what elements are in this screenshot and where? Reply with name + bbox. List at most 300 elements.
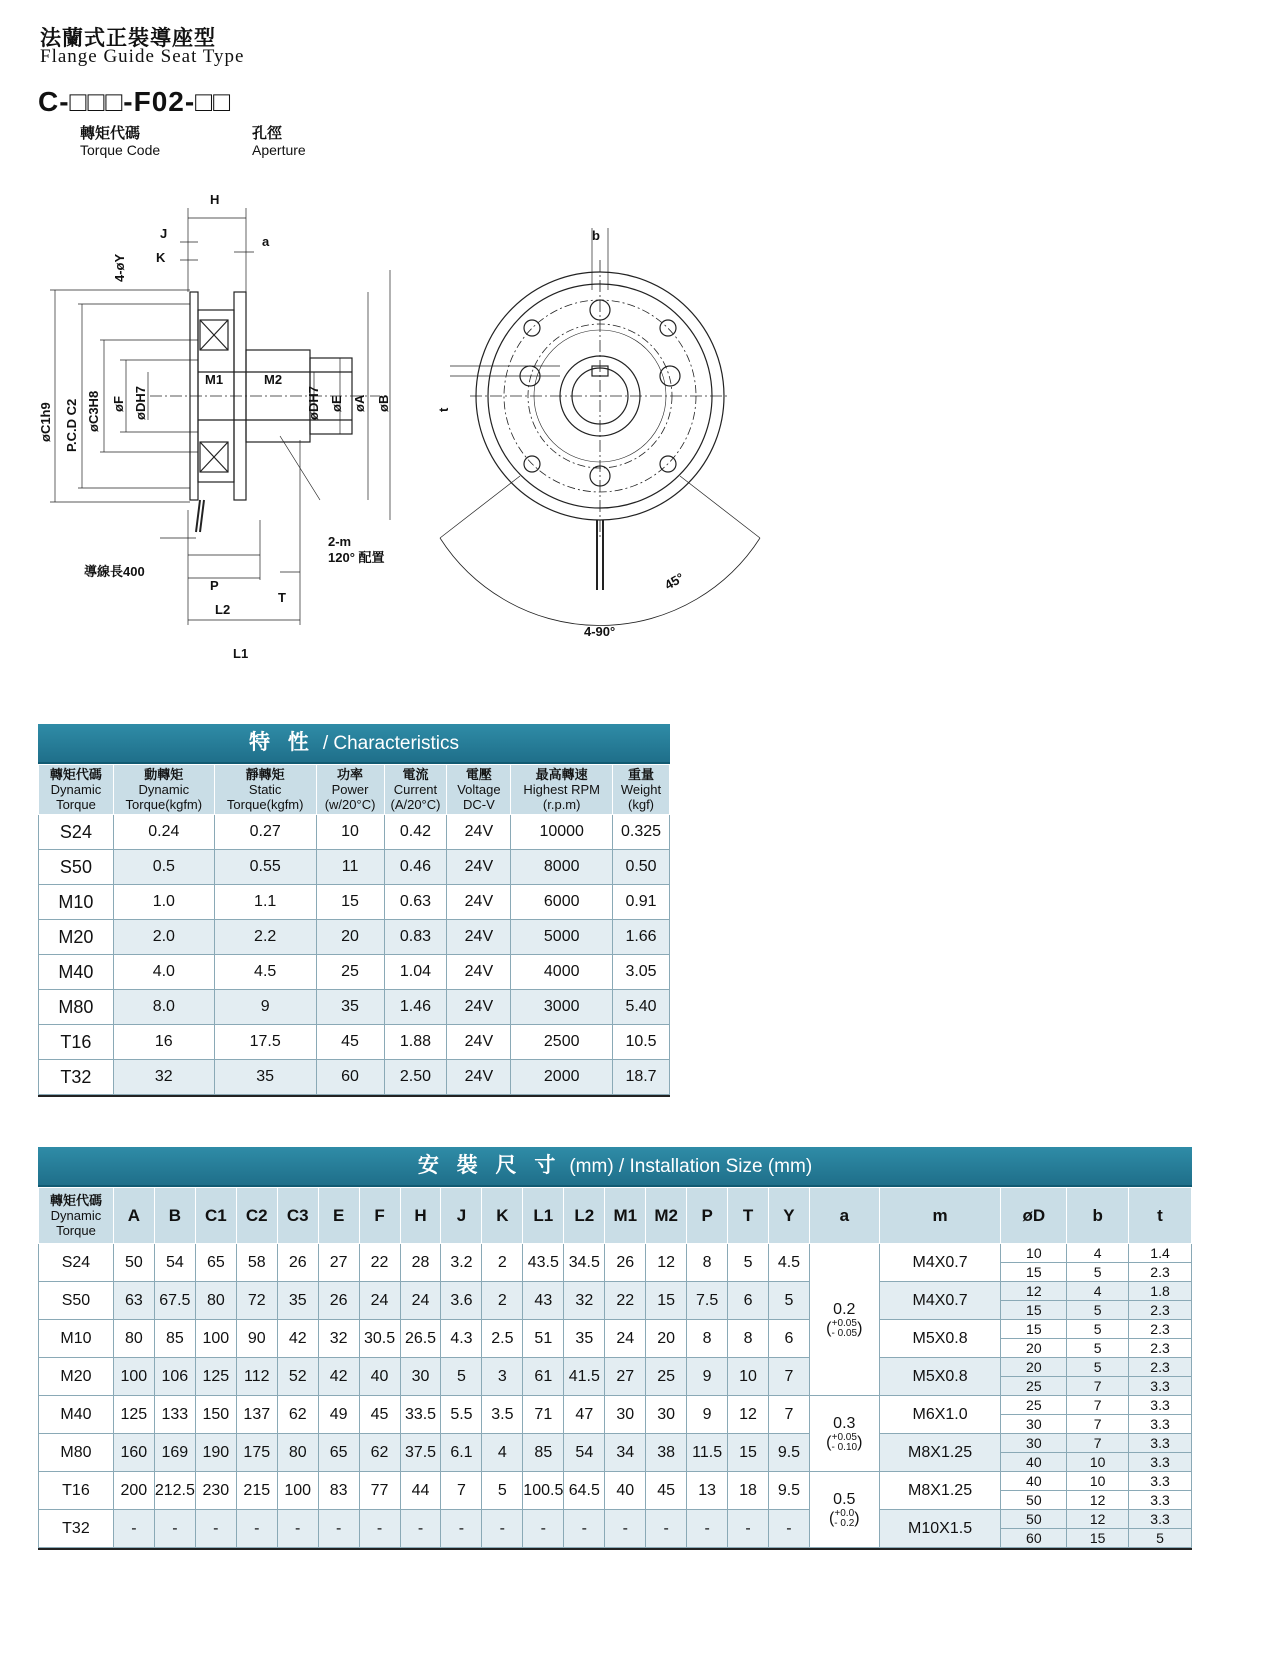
char-cell: 10.5 (613, 1025, 670, 1060)
char-header-zh: 轉矩代碼 (49, 767, 102, 782)
inst-cell: 35 (564, 1320, 605, 1358)
inst-cell: - (482, 1510, 523, 1548)
inst-sub-cell: 4 (1067, 1244, 1129, 1263)
inst-sub-cell: 5 (1067, 1320, 1129, 1339)
inst-cell: 85 (523, 1434, 564, 1472)
inst-cell: - (523, 1510, 564, 1548)
inst-cell: 30 (605, 1396, 646, 1434)
inst-header-col: M1 (605, 1188, 646, 1244)
inst-sub-cell: 15 (1001, 1263, 1067, 1282)
inst-cell: 61 (523, 1358, 564, 1396)
char-header-1 (113, 765, 214, 815)
inst-sub-cell: 25 (1001, 1377, 1067, 1396)
char-header-zh: 重量 (628, 767, 655, 782)
label-f: øF (111, 396, 126, 412)
inst-cell: - (687, 1510, 728, 1548)
inst-cell: 45 (359, 1396, 400, 1434)
inst-cell: 30.5 (359, 1320, 400, 1358)
inst-cell: 160 (113, 1434, 154, 1472)
inst-cell: 2.5 (482, 1320, 523, 1358)
inst-row (39, 1396, 1192, 1415)
label-m1: M1 (205, 372, 224, 387)
inst-sub-cell: 15 (1001, 1320, 1067, 1339)
inst-cell: - (318, 1510, 359, 1548)
inst-code-cell: S24 (39, 1244, 114, 1282)
char-row (39, 815, 670, 850)
char-header-zh: 功率 (337, 767, 364, 782)
inst-sub-cell: 15 (1067, 1529, 1129, 1548)
label-b: b (592, 228, 600, 243)
inst-sub-cell: 2.3 (1129, 1301, 1192, 1320)
inst-cell: 6 (768, 1320, 809, 1358)
aperture-zh: 孔徑 (252, 125, 283, 142)
technical-drawing (0, 180, 800, 670)
inst-header-col: øD (1001, 1188, 1067, 1244)
inst-cell: 133 (154, 1396, 195, 1434)
inst-header-col: t (1129, 1188, 1192, 1244)
inst-cell: 4 (482, 1434, 523, 1472)
inst-cell: 2 (482, 1244, 523, 1282)
inst-cell: 44 (400, 1472, 441, 1510)
inst-m-cell: M8X1.25 (879, 1434, 1001, 1472)
char-cell: 24V (447, 850, 511, 885)
char-cell: 24V (447, 955, 511, 990)
torque-code-label (80, 126, 160, 158)
inst-sub-cell: 2.3 (1129, 1339, 1192, 1358)
inst-cell: 26 (277, 1244, 318, 1282)
inst-cell: 71 (523, 1396, 564, 1434)
inst-cell: 27 (318, 1244, 359, 1282)
inst-cell: 2 (482, 1282, 523, 1320)
char-cell: 1.0 (113, 885, 214, 920)
inst-cell: 137 (236, 1396, 277, 1434)
inst-cell: 34 (605, 1434, 646, 1472)
char-code-cell: T32 (39, 1060, 114, 1095)
installation-table (38, 1147, 1192, 1550)
installation-title-en: (mm) / Installation Size (mm) (569, 1156, 813, 1177)
inst-cell: 83 (318, 1472, 359, 1510)
char-cell: 35 (214, 1060, 316, 1095)
char-cell: 0.5 (113, 850, 214, 885)
inst-cell: 90 (236, 1320, 277, 1358)
aperture-label (252, 126, 306, 158)
inst-sub-cell: 25 (1001, 1396, 1067, 1415)
inst-cell: 40 (605, 1472, 646, 1510)
inst-cell: - (236, 1510, 277, 1548)
char-code-cell: M40 (39, 955, 114, 990)
char-cell: 24V (447, 920, 511, 955)
char-cell: 35 (316, 990, 384, 1025)
inst-a-tol-plus: +0.05 (831, 1317, 857, 1329)
char-header-en1: Current (393, 782, 438, 797)
inst-cell: 42 (318, 1358, 359, 1396)
char-header-en1: Highest RPM (523, 782, 600, 797)
inst-sub-cell: 3.3 (1129, 1396, 1192, 1415)
inst-cell: 25 (646, 1358, 687, 1396)
char-cell: 2.0 (113, 920, 214, 955)
inst-header-code-zh: 轉矩代碼 (49, 1193, 102, 1208)
char-cell: 0.27 (214, 815, 316, 850)
inst-cell: 72 (236, 1282, 277, 1320)
inst-a-tol-plus: +0.0 (834, 1507, 855, 1519)
inst-cell: 63 (113, 1282, 154, 1320)
inst-cell: 26 (605, 1244, 646, 1282)
char-header-zh: 最高轉速 (535, 767, 588, 782)
char-cell: 0.55 (214, 850, 316, 885)
label-a: a (262, 234, 270, 249)
inst-cell: 100 (113, 1358, 154, 1396)
inst-sub-cell: 50 (1001, 1510, 1067, 1529)
char-cell: 1.04 (384, 955, 447, 990)
inst-cell: 5 (441, 1358, 482, 1396)
char-code-cell: M10 (39, 885, 114, 920)
inst-cell: 54 (154, 1244, 195, 1282)
inst-cell: 200 (113, 1472, 154, 1510)
inst-header-col: F (359, 1188, 400, 1244)
char-cell: 5.40 (613, 990, 670, 1025)
char-header-3 (316, 765, 384, 815)
label-m-note: 120° 配置 (328, 550, 385, 565)
inst-cell: 13 (687, 1472, 728, 1510)
inst-cell: 58 (236, 1244, 277, 1282)
inst-cell: 32 (564, 1282, 605, 1320)
char-cell: 25 (316, 955, 384, 990)
model-code: C-□□□-F02-□□ (38, 86, 232, 117)
torque-code-zh: 轉矩代碼 (80, 125, 141, 142)
inst-cell: 49 (318, 1396, 359, 1434)
inst-cell: 190 (195, 1434, 236, 1472)
inst-a-value: 0.3 (833, 1414, 856, 1432)
inst-cell: 24 (359, 1282, 400, 1320)
label-c3: øC3H8 (86, 390, 101, 432)
inst-row (39, 1510, 1192, 1529)
char-cell: 24V (447, 990, 511, 1025)
char-header-zh: 靜轉矩 (245, 767, 285, 782)
inst-a-value: 0.2 (833, 1300, 856, 1318)
inst-row (39, 1472, 1192, 1491)
inst-header-code-en1: Dynamic (50, 1208, 102, 1223)
inst-cell: 67.5 (154, 1282, 195, 1320)
label-e: øE (329, 395, 344, 412)
title-zh: 法蘭式正裝導座型 (40, 27, 216, 50)
inst-cell: 45 (646, 1472, 687, 1510)
char-cell: 24V (447, 1060, 511, 1095)
inst-sub-cell: 60 (1001, 1529, 1067, 1548)
inst-m-cell: M5X0.8 (879, 1358, 1001, 1396)
characteristics-title-en: / Characteristics (322, 733, 460, 754)
inst-cell: 80 (277, 1434, 318, 1472)
label-m2: M2 (264, 372, 283, 387)
inst-cell: 43.5 (523, 1244, 564, 1282)
char-header-zh: 電壓 (465, 767, 492, 782)
inst-code-cell: M10 (39, 1320, 114, 1358)
characteristics-title-zh: 特 性 (248, 731, 315, 754)
inst-sub-cell: 30 (1001, 1415, 1067, 1434)
inst-header-col: C1 (195, 1188, 236, 1244)
char-header-en2: (w/20°C) (324, 797, 376, 812)
label-dh7a: øDH7 (133, 386, 148, 420)
char-cell: 2.2 (214, 920, 316, 955)
inst-sub-cell: 40 (1001, 1453, 1067, 1472)
label-y: 4-øY (112, 253, 127, 282)
inst-cell: 175 (236, 1434, 277, 1472)
inst-sub-cell: 7 (1067, 1377, 1129, 1396)
inst-cell: 7 (441, 1472, 482, 1510)
inst-header-col: M2 (646, 1188, 687, 1244)
inst-sub-cell: 3.3 (1129, 1510, 1192, 1529)
label-l2: L2 (215, 602, 231, 617)
inst-header-code-en2: Torque (56, 1223, 96, 1238)
inst-cell: 34.5 (564, 1244, 605, 1282)
char-cell: 0.63 (384, 885, 447, 920)
label-m: 2-m (328, 534, 352, 549)
inst-cell: 9 (687, 1396, 728, 1434)
installation-title-zh: 安 裝 尺 寸 (417, 1154, 562, 1177)
inst-code-cell: T32 (39, 1510, 114, 1548)
inst-cell: 47 (564, 1396, 605, 1434)
inst-a-tol-stack (832, 1433, 858, 1453)
char-header-en2: (r.p.m) (542, 797, 581, 812)
inst-cell: 106 (154, 1358, 195, 1396)
inst-a-cell (809, 1396, 879, 1472)
inst-row (39, 1320, 1192, 1339)
label-k: K (156, 250, 166, 265)
label-a-dia: øA (352, 394, 367, 412)
inst-m-cell: M4X0.7 (879, 1244, 1001, 1282)
label-pcd: P.C.D C2 (64, 398, 79, 452)
char-cell: 3.05 (613, 955, 670, 990)
label-t-key: t (436, 407, 451, 412)
inst-header-col: b (1067, 1188, 1129, 1244)
inst-sub-cell: 15 (1001, 1301, 1067, 1320)
inst-a-tol-minus: - 0.2 (834, 1517, 855, 1529)
inst-a-cell (809, 1472, 879, 1548)
inst-header-col: Y (768, 1188, 809, 1244)
inst-cell: - (646, 1510, 687, 1548)
inst-cell: 8 (728, 1320, 769, 1358)
char-cell: 1.46 (384, 990, 447, 1025)
char-cell: 6000 (511, 885, 613, 920)
char-cell: 2000 (511, 1060, 613, 1095)
inst-cell: 100 (277, 1472, 318, 1510)
inst-cell: 80 (195, 1282, 236, 1320)
inst-cell: 32 (318, 1320, 359, 1358)
inst-sub-cell: 3.3 (1129, 1472, 1192, 1491)
inst-cell: 12 (646, 1244, 687, 1282)
char-code-cell: T16 (39, 1025, 114, 1060)
inst-header-col: P (687, 1188, 728, 1244)
inst-row (39, 1434, 1192, 1453)
inst-cell: 50 (113, 1244, 154, 1282)
char-cell: 0.46 (384, 850, 447, 885)
label-90deg: 4-90° (584, 624, 616, 639)
char-row (39, 1060, 670, 1095)
char-row (39, 920, 670, 955)
char-header-7 (613, 765, 670, 815)
inst-cell: 20 (646, 1320, 687, 1358)
inst-cell: 26 (318, 1282, 359, 1320)
label-p: P (210, 578, 219, 593)
inst-sub-cell: 10 (1067, 1472, 1129, 1491)
inst-cell: 169 (154, 1434, 195, 1472)
inst-cell: 100 (195, 1320, 236, 1358)
inst-m-cell: M10X1.5 (879, 1510, 1001, 1548)
inst-cell: 12 (728, 1396, 769, 1434)
inst-sub-cell: 10 (1001, 1244, 1067, 1263)
inst-header-col: H (400, 1188, 441, 1244)
char-cell: 2500 (511, 1025, 613, 1060)
inst-cell: 230 (195, 1472, 236, 1510)
inst-cell: - (154, 1510, 195, 1548)
inst-header-col: A (113, 1188, 154, 1244)
inst-cell: 30 (400, 1358, 441, 1396)
inst-cell: 41.5 (564, 1358, 605, 1396)
inst-header-col: K (482, 1188, 523, 1244)
inst-a-tol-stack (834, 1509, 854, 1529)
inst-cell: 42 (277, 1320, 318, 1358)
inst-sub-cell: 7 (1067, 1415, 1129, 1434)
inst-cell: - (113, 1510, 154, 1548)
char-header-zh: 動轉矩 (144, 767, 184, 782)
inst-cell: - (564, 1510, 605, 1548)
inst-sub-cell: 10 (1067, 1453, 1129, 1472)
char-header-0 (39, 765, 114, 815)
inst-header-code (39, 1188, 114, 1244)
inst-cell: 35 (277, 1282, 318, 1320)
inst-cell: 77 (359, 1472, 400, 1510)
inst-sub-cell: 5 (1067, 1301, 1129, 1320)
characteristics-title (38, 724, 670, 764)
inst-cell: 125 (195, 1358, 236, 1396)
char-cell: 45 (316, 1025, 384, 1060)
char-row (39, 990, 670, 1025)
char-row (39, 955, 670, 990)
inst-cell: - (441, 1510, 482, 1548)
inst-header-col: a (809, 1188, 879, 1244)
char-row (39, 885, 670, 920)
inst-cell: 125 (113, 1396, 154, 1434)
inst-cell: 7.5 (687, 1282, 728, 1320)
inst-cell: 8 (687, 1244, 728, 1282)
inst-a-tol: ( +0.05 - 0.05 ) (826, 1317, 863, 1339)
char-header-4 (384, 765, 447, 815)
inst-cell: 6.1 (441, 1434, 482, 1472)
char-cell: 4.0 (113, 955, 214, 990)
inst-header-col: L1 (523, 1188, 564, 1244)
torque-code-en: Torque Code (80, 142, 161, 158)
inst-cell: 15 (646, 1282, 687, 1320)
inst-cell: - (400, 1510, 441, 1548)
inst-cell: 100.5 (523, 1472, 564, 1510)
inst-cell: 150 (195, 1396, 236, 1434)
char-header-en2: Torque(kgfm) (125, 797, 203, 812)
char-cell: 15 (316, 885, 384, 920)
char-cell: 8000 (511, 850, 613, 885)
inst-cell: 4.5 (768, 1244, 809, 1282)
char-cell: 0.83 (384, 920, 447, 955)
inst-cell: 30 (646, 1396, 687, 1434)
inst-a-tol-stack (832, 1319, 858, 1339)
inst-cell: 65 (195, 1244, 236, 1282)
inst-cell: 11.5 (687, 1434, 728, 1472)
side-view (150, 292, 380, 532)
inst-sub-cell: 2.3 (1129, 1263, 1192, 1282)
char-header-6 (511, 765, 613, 815)
char-header-en2: (kgf) (628, 797, 655, 812)
inst-cell: 5 (728, 1244, 769, 1282)
inst-cell: 7 (768, 1396, 809, 1434)
inst-cell: 212.5 (154, 1472, 195, 1510)
char-code-cell: M20 (39, 920, 114, 955)
inst-cell: 24 (400, 1282, 441, 1320)
inst-header-col: T (728, 1188, 769, 1244)
char-cell: 0.91 (613, 885, 670, 920)
char-cell: 8.0 (113, 990, 214, 1025)
inst-cell: 64.5 (564, 1472, 605, 1510)
inst-code-cell: S50 (39, 1282, 114, 1320)
inst-sub-cell: 30 (1001, 1434, 1067, 1453)
char-cell: 24V (447, 885, 511, 920)
char-header-zh: 電流 (402, 767, 429, 782)
inst-sub-cell: 3.3 (1129, 1491, 1192, 1510)
inst-cell: 3.6 (441, 1282, 482, 1320)
inst-header-col: L2 (564, 1188, 605, 1244)
char-cell: 5000 (511, 920, 613, 955)
inst-cell: - (728, 1510, 769, 1548)
inst-cell: 3 (482, 1358, 523, 1396)
inst-header-col: C2 (236, 1188, 277, 1244)
inst-cell: 28 (400, 1244, 441, 1282)
label-h: H (210, 192, 220, 207)
char-cell: 0.24 (113, 815, 214, 850)
char-header-en2: (A/20°C) (390, 797, 441, 812)
inst-cell: 62 (359, 1434, 400, 1472)
inst-cell: 4.3 (441, 1320, 482, 1358)
inst-a-tol: ( +0.05 - 0.10 ) (826, 1431, 863, 1453)
inst-header-col: E (318, 1188, 359, 1244)
inst-sub-cell: 5 (1067, 1339, 1129, 1358)
inst-a-tol-plus: +0.05 (831, 1431, 857, 1443)
inst-sub-cell: 20 (1001, 1358, 1067, 1377)
inst-row (39, 1282, 1192, 1301)
char-cell: 11 (316, 850, 384, 885)
char-header-en1: Static (248, 782, 282, 797)
inst-sub-cell: 12 (1001, 1282, 1067, 1301)
inst-sub-cell: 5 (1129, 1529, 1192, 1548)
char-cell: 0.325 (613, 815, 670, 850)
inst-code-cell: M40 (39, 1396, 114, 1434)
inst-row (39, 1358, 1192, 1377)
char-code-cell: M80 (39, 990, 114, 1025)
label-wire: 導線長400 (84, 564, 145, 579)
inst-cell: 22 (605, 1282, 646, 1320)
inst-sub-cell: 7 (1067, 1396, 1129, 1415)
inst-sub-cell: 40 (1001, 1472, 1067, 1491)
char-cell: 1.1 (214, 885, 316, 920)
inst-sub-cell: 12 (1067, 1491, 1129, 1510)
label-dh7b: øDH7 (306, 386, 321, 420)
char-header-en1: Voltage (457, 782, 501, 797)
char-cell: 0.50 (613, 850, 670, 885)
inst-cell: 24 (605, 1320, 646, 1358)
installation-title (38, 1147, 1192, 1187)
inst-sub-cell: 2.3 (1129, 1320, 1192, 1339)
char-header-2 (214, 765, 316, 815)
inst-cell: 37.5 (400, 1434, 441, 1472)
inst-cell: 27 (605, 1358, 646, 1396)
inst-header-col: J (441, 1188, 482, 1244)
char-header-5 (447, 765, 511, 815)
